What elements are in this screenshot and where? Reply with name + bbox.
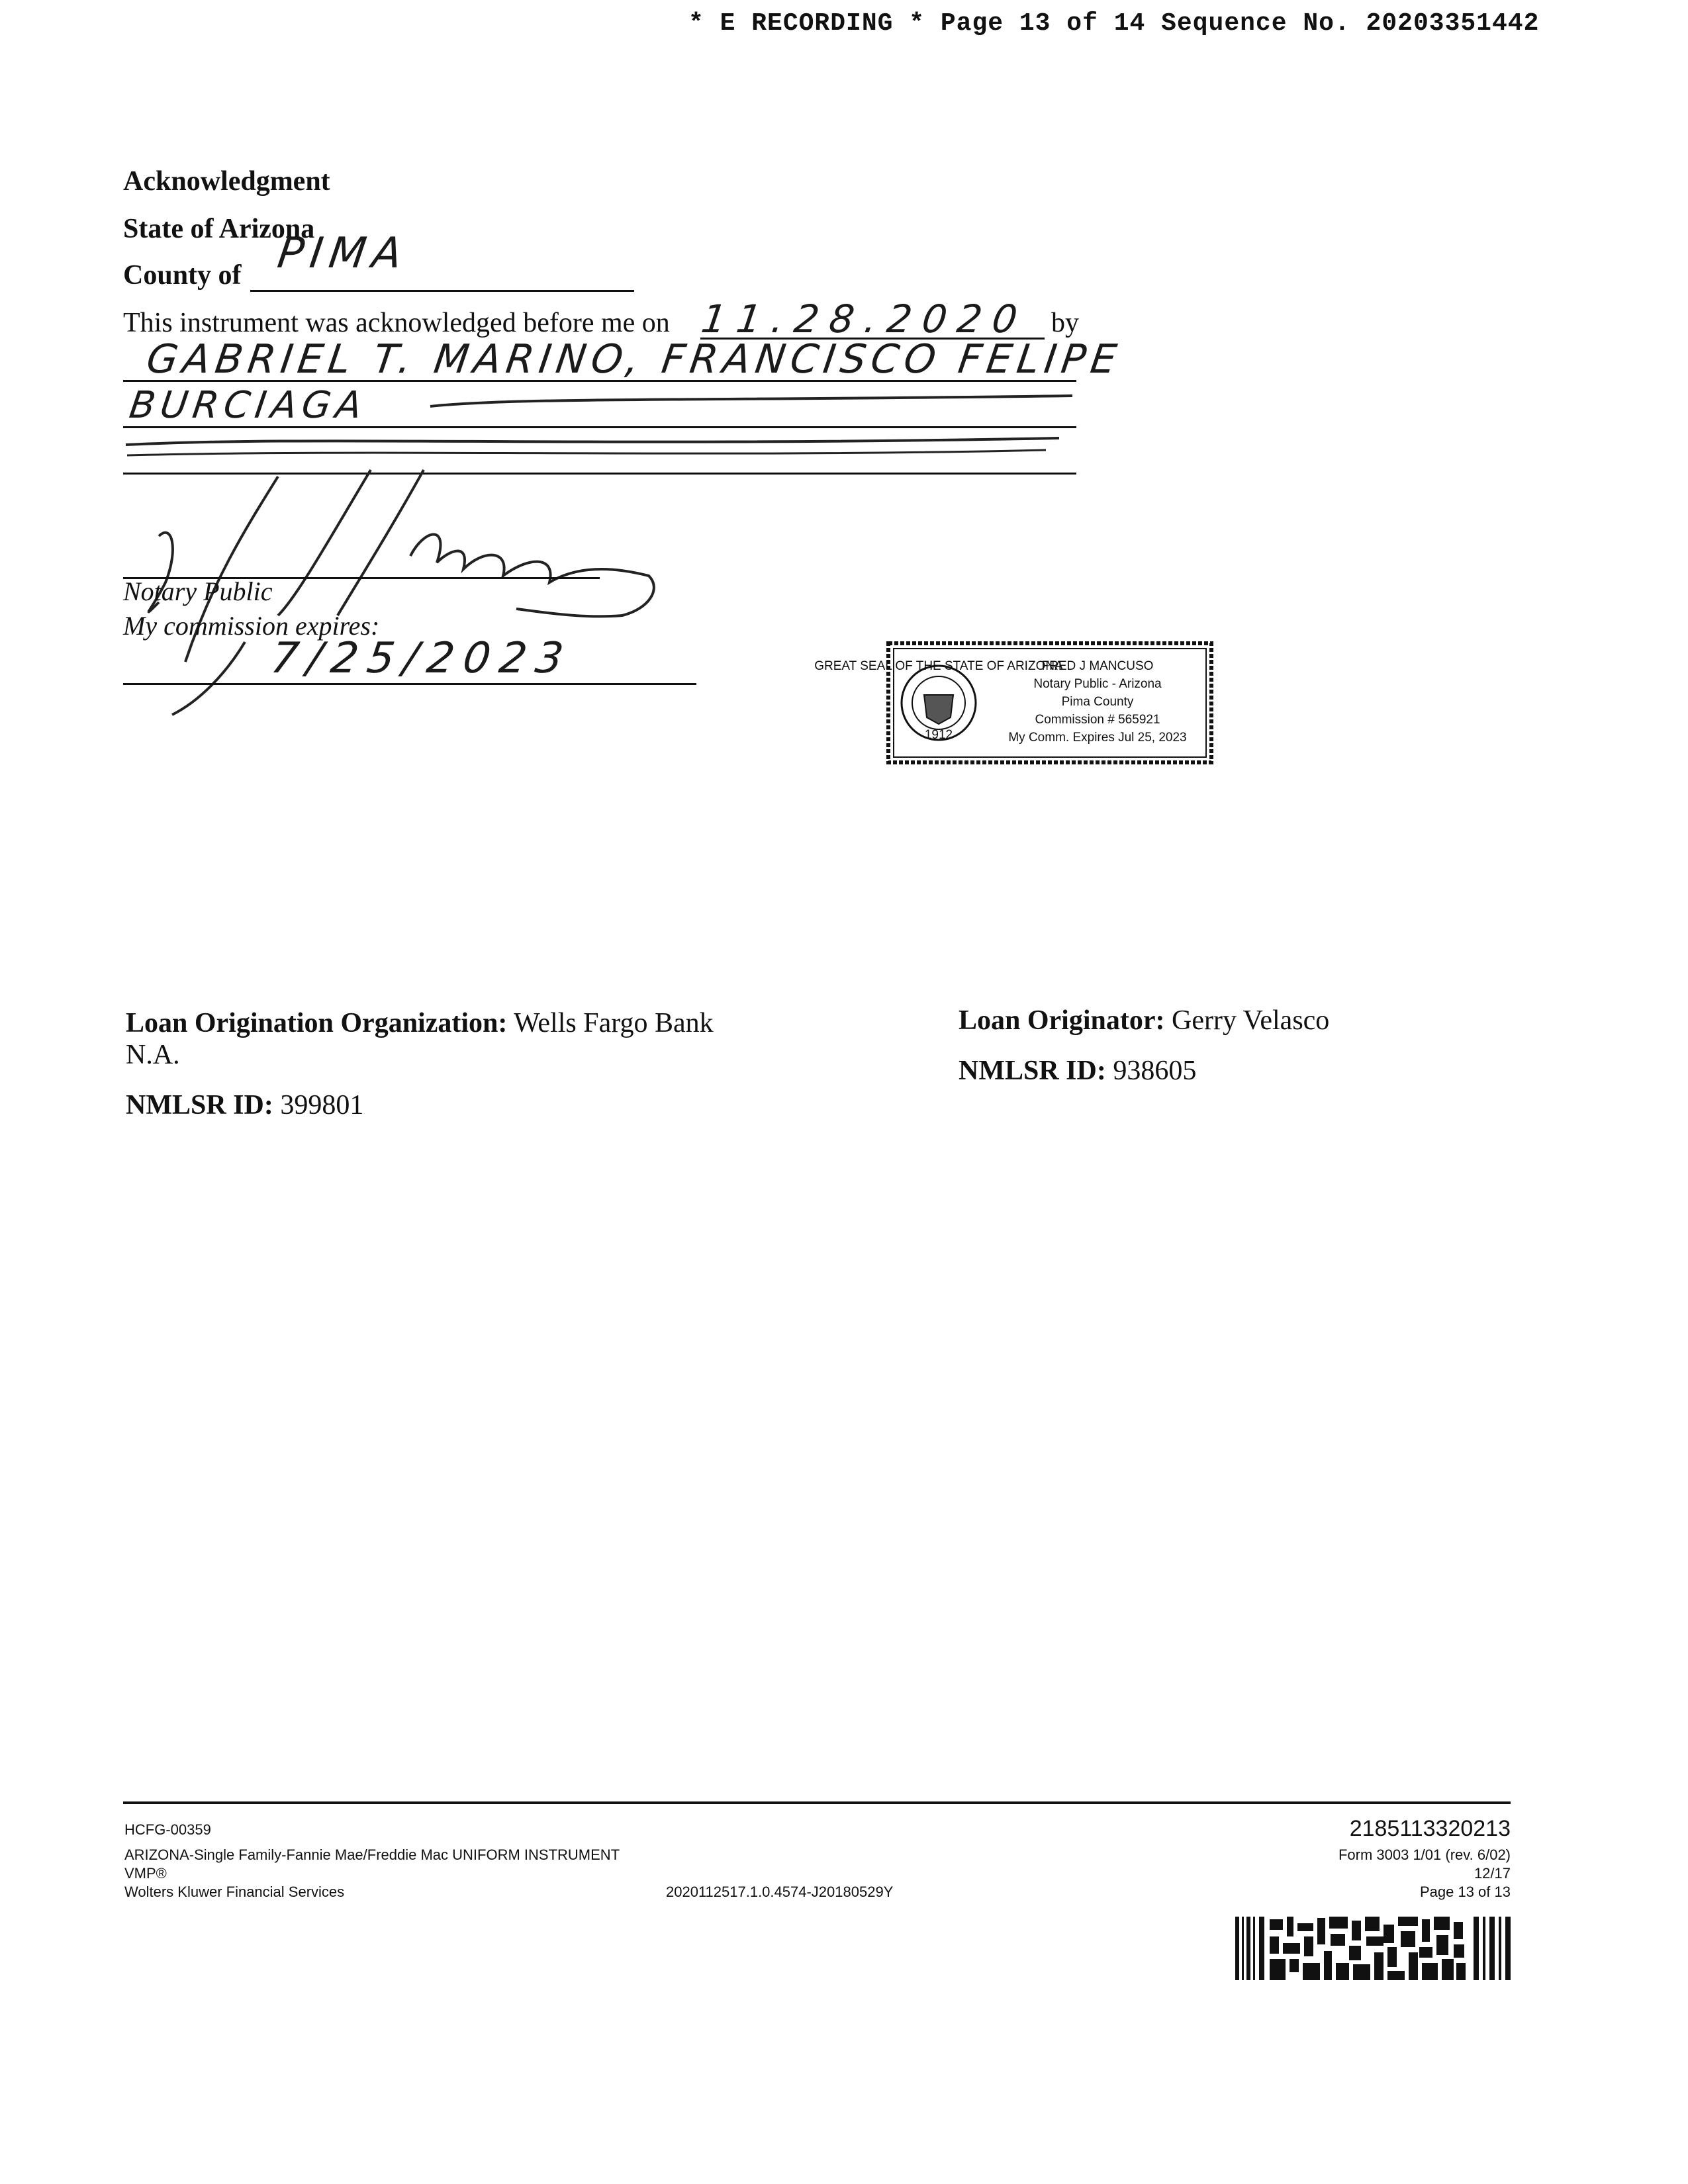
originator-nmlsr-label: NMLSR ID: [959, 1056, 1106, 1086]
originator-value: Gerry Velasco [1172, 1005, 1330, 1036]
footer-publisher: Wolters Kluwer Financial Services [124, 1884, 345, 1900]
footer-form-number: Form 3003 1/01 (rev. 6/02) [1338, 1846, 1511, 1863]
names-handwritten-line1: GABRIEL T. MARINO, FRANCISCO FELIPE [144, 336, 1125, 383]
state-label: State of Arizona [123, 214, 315, 244]
county-line [250, 290, 634, 292]
expires-line [123, 683, 696, 685]
footer-doc-id: 2020112517.1.0.4574-J20180529Y [666, 1884, 894, 1900]
loan-originator [959, 1005, 1329, 1036]
org-label: Loan Origination Organization: [126, 1008, 508, 1038]
org-value: Wells Fargo Bank N.A. [126, 1008, 714, 1070]
footer-rule [123, 1801, 1511, 1804]
acknowledgment-title: Acknowledgment [123, 166, 330, 197]
footer-page-number: Page 13 of 13 [1419, 1884, 1511, 1900]
date-handwritten: 11.28.2020 [698, 296, 1031, 341]
notary-county: Pima County [1061, 695, 1134, 709]
notary-expires: My Comm. Expires Jul 25, 2023 [1008, 731, 1187, 745]
commission-expires-handwritten: 7/25/2023 [267, 634, 576, 683]
footer-rev-date: 12/17 [1474, 1865, 1511, 1882]
notary-title: Notary Public - Arizona [1033, 677, 1162, 691]
org-nmlsr-label: NMLSR ID: [126, 1090, 273, 1120]
originator-nmlsr [959, 1055, 1196, 1087]
commission-label: My commission expires: [123, 611, 380, 641]
org-nmlsr [126, 1089, 363, 1121]
seal-year: 1912 [924, 728, 953, 742]
loan-origination-org [126, 1007, 722, 1071]
notary-seal-stamp [814, 639, 1215, 766]
recording-header: * E RECORDING * Page 13 of 14 Sequence No. 20203351442 [688, 9, 1540, 38]
footer-form-title: ARIZONA-Single Family-Fannie Mae/Freddie Mac UNIFORM INSTRUMENT [124, 1846, 620, 1863]
seal-ring-text: GREAT SEAL OF THE STATE OF ARIZONA [814, 659, 1063, 673]
originator-label: Loan Originator: [959, 1005, 1165, 1036]
notary-name: FRED J MANCUSO [1041, 659, 1154, 673]
originator-nmlsr-value: 938605 [1113, 1056, 1197, 1086]
county-label: County of [123, 260, 242, 291]
footer-code: HCFG-00359 [124, 1821, 211, 1838]
names-line-1 [123, 380, 1076, 382]
county-handwritten: PIMA [274, 229, 412, 278]
by-label: by [1051, 308, 1079, 338]
instrument-text: This instrument was acknowledged before me on [123, 308, 670, 338]
names-handwritten-line2: BURCIAGA [126, 384, 370, 427]
org-nmlsr-value: 399801 [280, 1090, 364, 1120]
notary-commission: Commission # 565921 [1035, 713, 1160, 727]
notary-public-label: Notary Public [123, 576, 273, 606]
barcode-icon [1235, 1917, 1511, 1980]
footer-loan-number: 2185113320213 [1349, 1816, 1511, 1841]
footer-vmp: VMP® [124, 1865, 167, 1882]
